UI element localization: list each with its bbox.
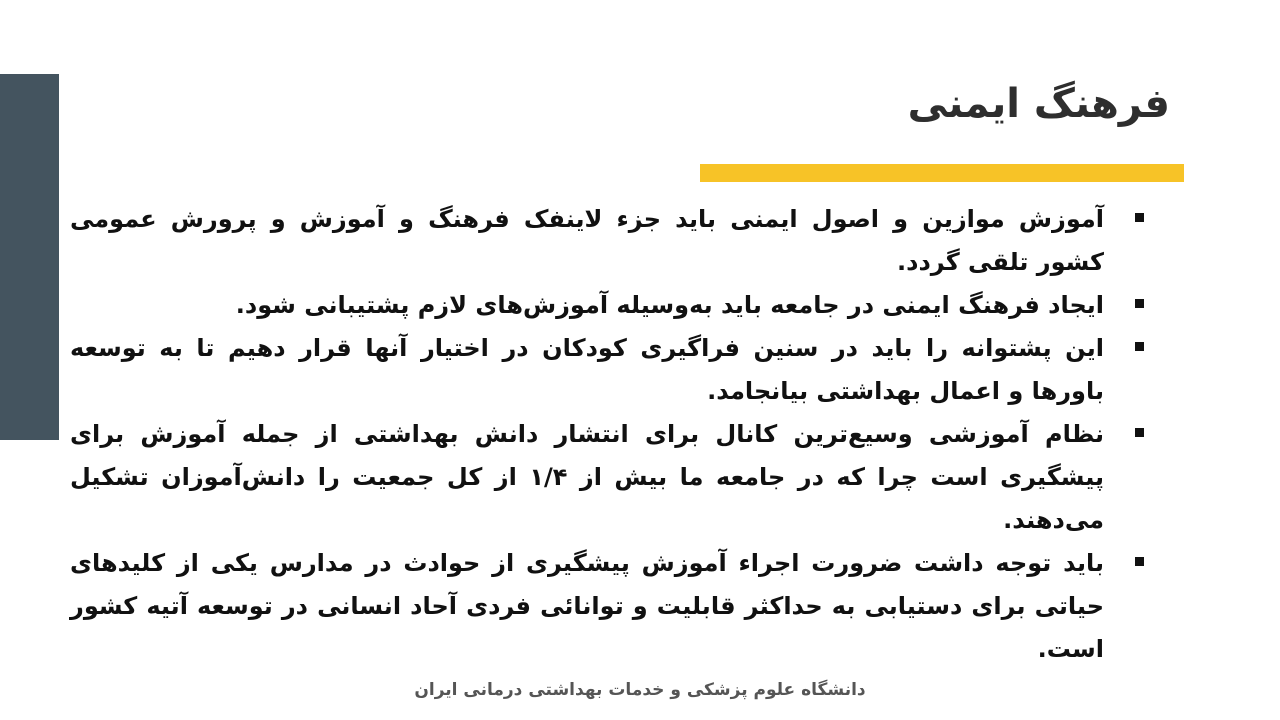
bullet-text: باید توجه داشت ضرورت اجراء آموزش پیشگیری از حوادث در مدارس یکی از کلیدهای حیاتی برای دستیابی به حداکثر قابلیت و توانائی فردی آحاد انسانی در توسعه آتیه کشور است. [70, 549, 1104, 663]
bullet-item [70, 413, 1160, 542]
slide-title: فرهنگ ایمنی [907, 81, 1170, 127]
square-bullet-icon [1135, 557, 1144, 566]
bullet-list [70, 198, 1160, 671]
bullet-item [70, 542, 1160, 671]
university-footer-logo-text: دانشگاه علوم پزشکی و خدمات بهداشتی درمانی ایران [414, 680, 866, 700]
title-accent-line [700, 164, 1184, 182]
bullet-item [70, 327, 1160, 413]
left-side-bar [0, 74, 59, 440]
bullet-text: نظام آموزشی وسیع‌ترین کانال برای انتشار دانش بهداشتی از جمله آموزش برای پیشگیری است چرا که در جامعه ما بیش از ۱/۴ از کل جمعیت را دانش‌آموزان تشکیل می‌دهند. [70, 420, 1105, 534]
bullet-text: ایجاد فرهنگ ایمنی در جامعه باید به‌وسیله آموزش‌های لازم پشتیبانی شود. [235, 291, 1104, 319]
bullet-item [70, 284, 1160, 327]
square-bullet-icon [1135, 428, 1144, 437]
bullet-item [70, 198, 1160, 284]
square-bullet-icon [1135, 299, 1144, 308]
square-bullet-icon [1135, 342, 1144, 351]
square-bullet-icon [1135, 213, 1144, 222]
bullet-text: آموزش موازین و اصول ایمنی باید جزء لاینفک فرهنگ و آموزش و پرورش عمومی کشور تلقی گردد. [70, 205, 1104, 276]
bullet-text: این پشتوانه را باید در سنین فراگیری کودکان در اختیار آنها قرار دهیم تا به توسعه باورها و اعمال بهداشتی بیانجامد. [70, 334, 1104, 405]
